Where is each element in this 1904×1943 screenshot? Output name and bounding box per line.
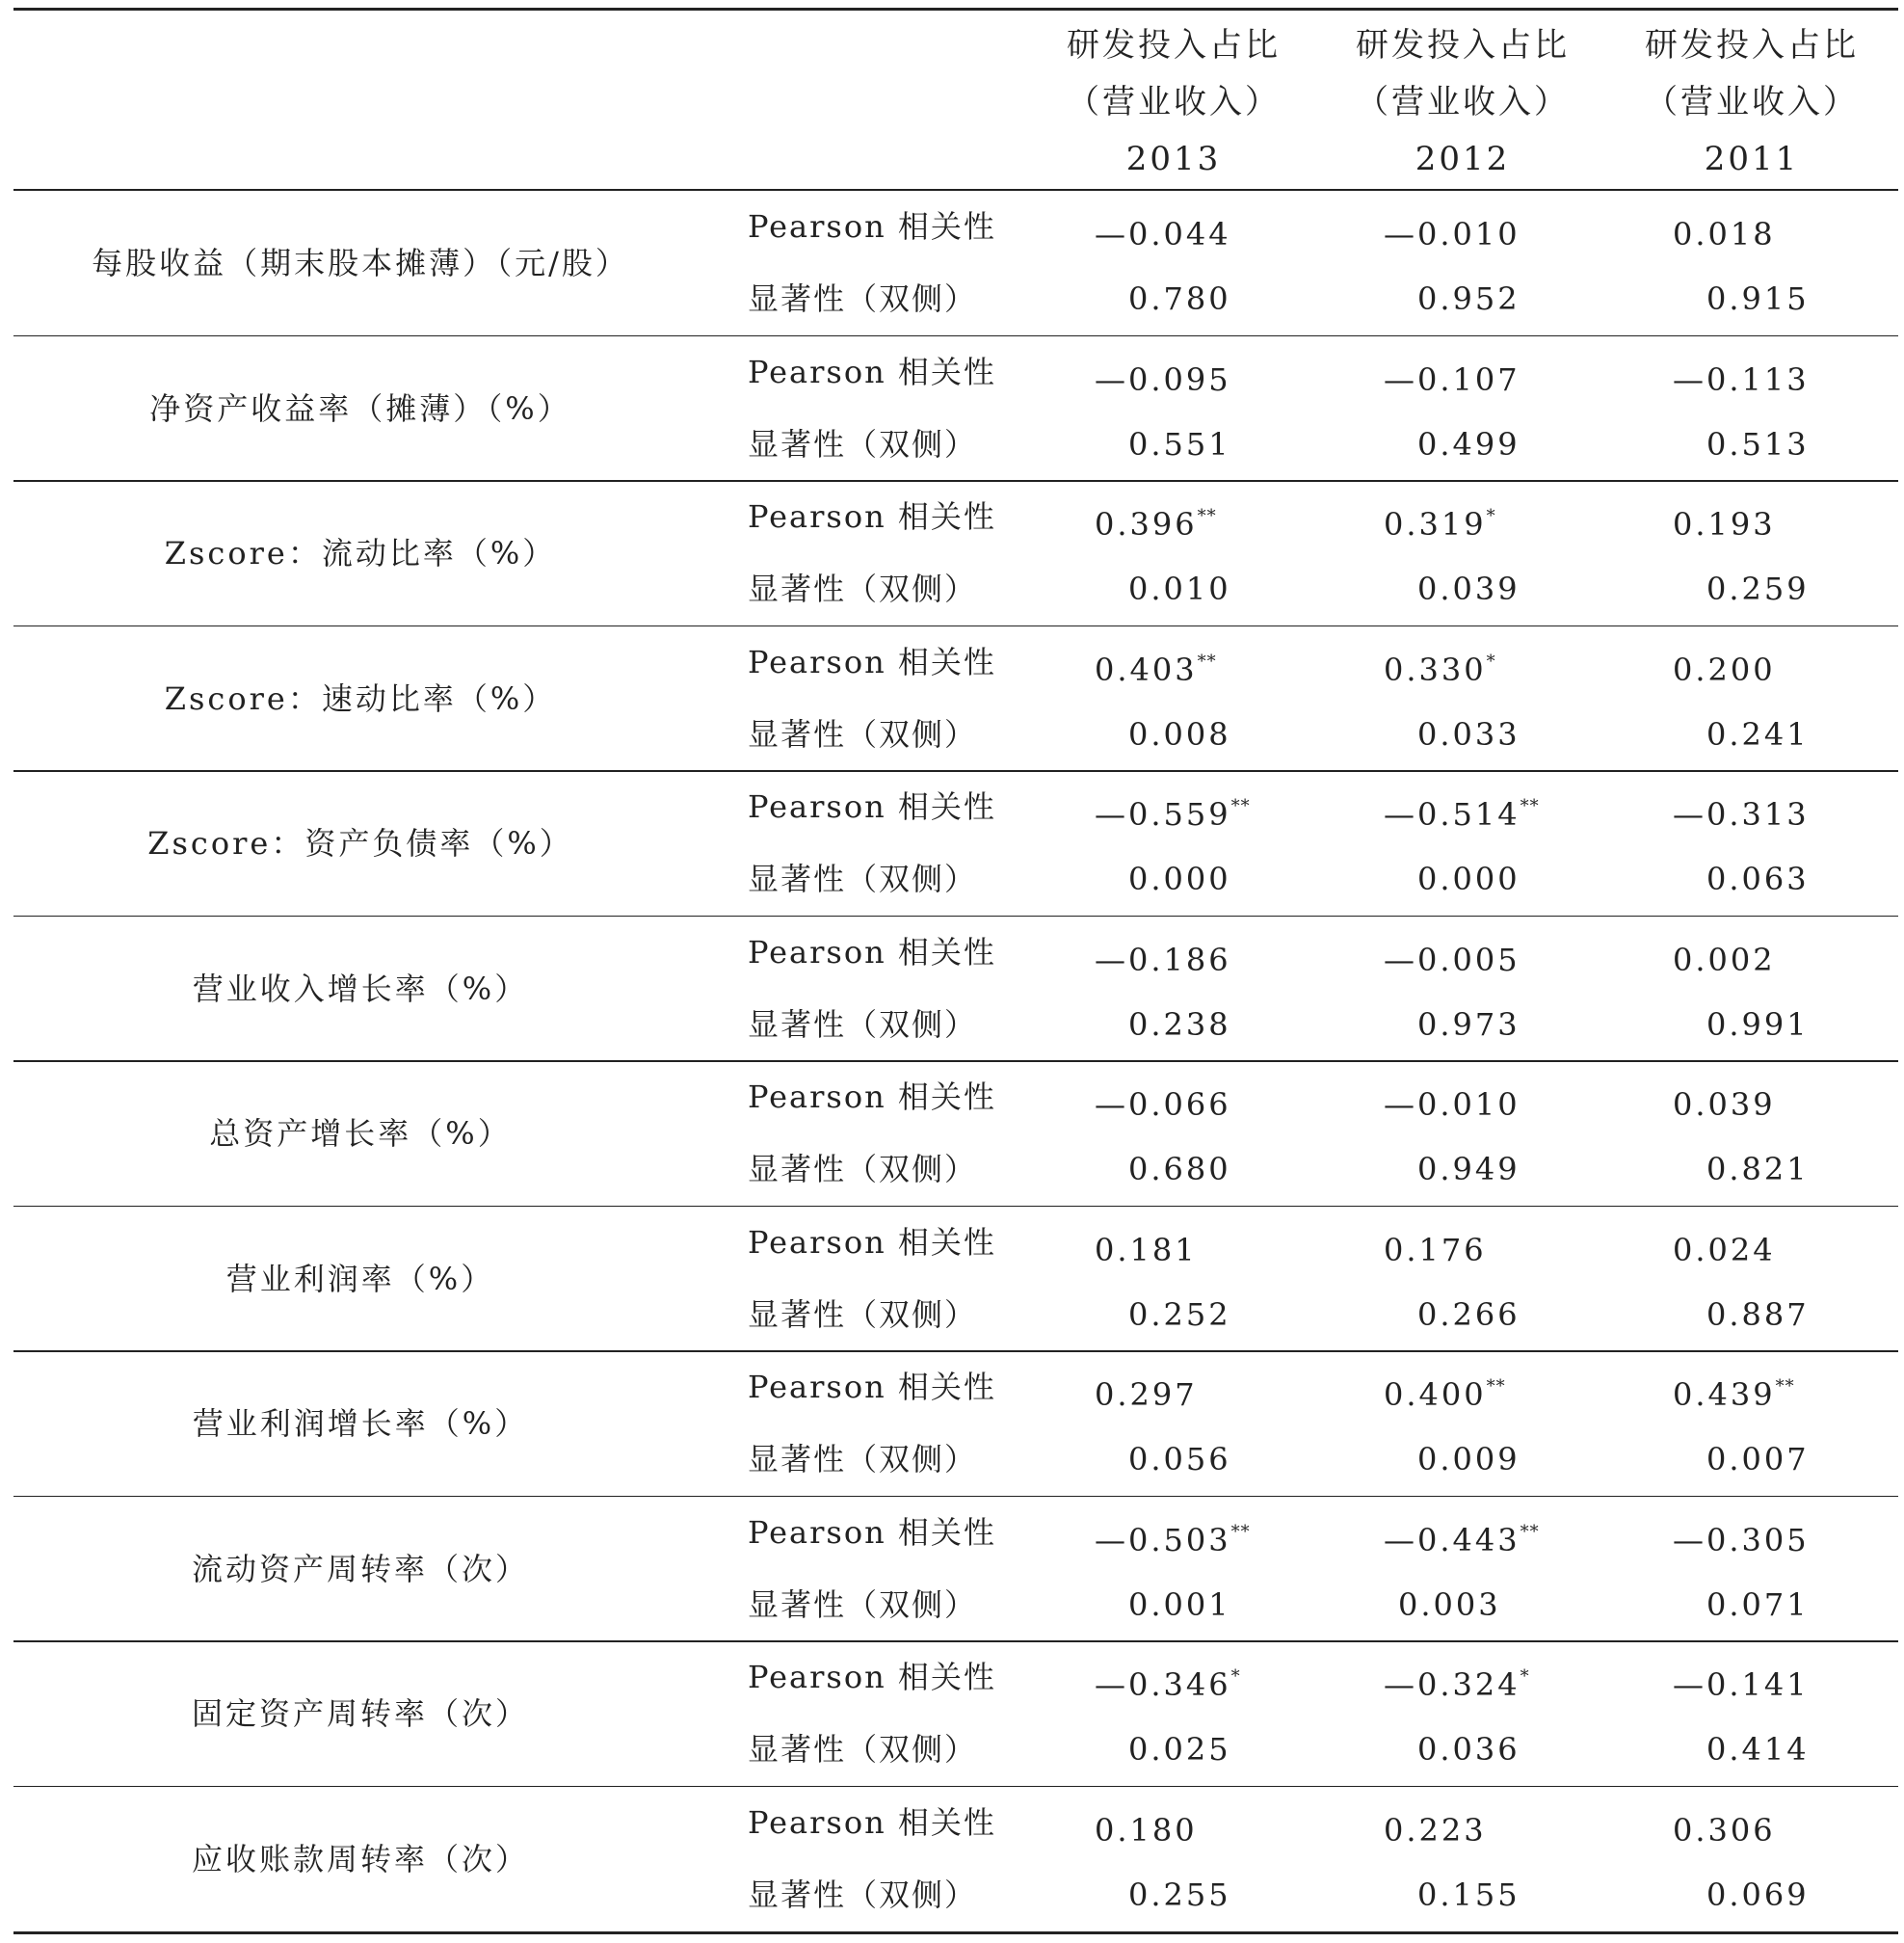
correlation-coefficient: 0.180 — [1095, 1811, 1198, 1849]
row-group-rule — [13, 1496, 1898, 1498]
pearson-label: Pearson 相关性 — [748, 498, 996, 535]
pearson-value — [1384, 497, 1496, 544]
column-header-year: 2011 — [1704, 139, 1800, 178]
correlation-coefficient: 0.176 — [1384, 1231, 1487, 1268]
significance-value: 0.007 — [1706, 1441, 1810, 1477]
metric-label: 净资产收益率（摊薄）（%） — [149, 389, 571, 427]
significance-label: 显著性（双侧） — [748, 280, 978, 317]
significance-stars: * — [1486, 506, 1496, 526]
significance-value: 0.155 — [1417, 1876, 1521, 1913]
pearson-value — [1384, 1078, 1521, 1124]
significance-value: 0.033 — [1417, 715, 1521, 753]
row-group-rule — [13, 1060, 1898, 1062]
correlation-coefficient: 0.400 — [1384, 1376, 1487, 1413]
column-header-2011 — [1607, 17, 1896, 187]
column-header-title: 研发投入占比 — [1067, 25, 1281, 65]
pearson-value — [1673, 1658, 1810, 1704]
significance-label: 显著性（双侧） — [748, 1005, 978, 1043]
metric-label: Zscore：速动比率（%） — [164, 679, 557, 717]
pearson-label: Pearson 相关性 — [748, 1513, 996, 1551]
significance-value: 0.238 — [1128, 1005, 1231, 1043]
correlation-coefficient: 0.306 — [1673, 1811, 1776, 1849]
metric-label: 应收账款周转率（次） — [191, 1840, 529, 1877]
significance-label: 显著性（双侧） — [748, 1441, 978, 1477]
significance-value: 0.009 — [1417, 1441, 1521, 1477]
correlation-coefficient: —0.346 — [1095, 1666, 1231, 1703]
pearson-value — [1095, 497, 1217, 544]
correlation-coefficient: 0.018 — [1673, 216, 1776, 253]
row-group-rule — [13, 335, 1898, 337]
significance-stars: * — [1520, 1666, 1530, 1687]
significance-label: 显著性（双侧） — [748, 571, 978, 607]
row-group-rule — [13, 1640, 1898, 1642]
significance-label: 显著性（双侧） — [748, 1585, 978, 1623]
pearson-value — [1673, 207, 1776, 253]
correlation-coefficient: 0.403 — [1095, 651, 1198, 688]
metric-label: 营业利润增长率（%） — [192, 1405, 529, 1442]
correlation-coefficient: 0.297 — [1095, 1376, 1198, 1413]
correlation-coefficient: —0.044 — [1095, 216, 1231, 253]
correlation-coefficient: —0.095 — [1095, 360, 1231, 398]
row-group-rule — [13, 1350, 1898, 1352]
significance-value: 0.008 — [1128, 715, 1231, 753]
significance-value: 0.069 — [1706, 1876, 1810, 1913]
column-header-year: 2013 — [1125, 139, 1222, 178]
significance-value: 0.414 — [1706, 1731, 1810, 1768]
pearson-value — [1095, 643, 1217, 689]
pearson-value — [1095, 1078, 1231, 1124]
column-header-subtitle: （营业收入） — [1067, 82, 1281, 121]
correlation-coefficient: 0.002 — [1673, 941, 1776, 978]
column-header-title: 研发投入占比 — [1356, 25, 1570, 65]
row-group-rule — [13, 625, 1898, 627]
significance-value: 0.887 — [1706, 1295, 1810, 1333]
pearson-value — [1384, 207, 1521, 253]
significance-value: 0.036 — [1417, 1731, 1521, 1768]
significance-value: 0.973 — [1417, 1005, 1521, 1043]
significance-value: 0.255 — [1128, 1876, 1231, 1913]
significance-value: 0.000 — [1417, 861, 1521, 897]
metric-label: Zscore：资产负债率（%） — [147, 825, 573, 862]
significance-value: 0.952 — [1417, 280, 1521, 317]
significance-value: 0.252 — [1128, 1295, 1231, 1333]
pearson-label: Pearson 相关性 — [748, 1659, 996, 1695]
significance-stars: * — [1486, 651, 1496, 672]
metric-label: Zscore：流动比率（%） — [164, 535, 557, 572]
correlation-coefficient: 0.396 — [1095, 506, 1198, 543]
significance-value: 0.991 — [1706, 1005, 1810, 1043]
pearson-label: Pearson 相关性 — [748, 788, 996, 825]
pearson-label: Pearson 相关性 — [748, 1078, 996, 1115]
significance-value: 0.039 — [1417, 571, 1521, 607]
pearson-value — [1673, 933, 1776, 979]
correlation-coefficient: —0.186 — [1095, 941, 1231, 978]
significance-label: 显著性（双侧） — [748, 1151, 978, 1187]
correlation-coefficient: —0.324 — [1384, 1666, 1521, 1703]
correlation-coefficient: 0.200 — [1673, 651, 1776, 688]
correlation-coefficient: —0.107 — [1384, 360, 1521, 398]
metric-label: 营业收入增长率（%） — [192, 970, 529, 1007]
pearson-value — [1673, 1803, 1776, 1850]
pearson-label: Pearson 相关性 — [748, 933, 996, 971]
column-header-2013 — [1029, 17, 1318, 187]
significance-value: 0.915 — [1706, 280, 1810, 317]
metric-label: 流动资产周转率（次） — [191, 1550, 529, 1587]
correlation-coefficient: —0.010 — [1384, 1086, 1521, 1123]
significance-value: 0.680 — [1128, 1151, 1231, 1187]
significance-value: 0.551 — [1128, 425, 1231, 463]
significance-stars: * — [1230, 1666, 1241, 1687]
metric-label: 每股收益（期末股本摊薄）（元/股） — [92, 245, 629, 281]
correlation-coefficient: 0.039 — [1673, 1086, 1776, 1123]
pearson-label: Pearson 相关性 — [748, 1803, 996, 1841]
pearson-value — [1673, 497, 1776, 544]
significance-value: 0.821 — [1706, 1151, 1810, 1187]
pearson-value — [1673, 787, 1810, 834]
column-header-year: 2012 — [1415, 139, 1511, 178]
pearson-value — [1673, 1368, 1795, 1414]
significance-stars: ** — [1486, 1376, 1506, 1397]
significance-label: 显著性（双侧） — [748, 1295, 978, 1333]
pearson-value — [1384, 787, 1540, 834]
metric-label: 固定资产周转率（次） — [191, 1695, 529, 1732]
correlation-coefficient: —0.066 — [1095, 1086, 1231, 1123]
correlation-coefficient: —0.503 — [1095, 1521, 1231, 1558]
correlation-coefficient: —0.113 — [1673, 360, 1810, 398]
correlation-coefficient: 0.193 — [1673, 506, 1776, 543]
significance-label: 显著性（双侧） — [748, 715, 978, 753]
correlation-coefficient: —0.005 — [1384, 941, 1521, 978]
row-group-rule — [13, 770, 1898, 772]
correlation-coefficient: —0.305 — [1673, 1521, 1810, 1558]
significance-value: 0.025 — [1128, 1731, 1231, 1768]
correlation-coefficient: 0.330 — [1384, 651, 1487, 688]
column-header-2012 — [1318, 17, 1607, 187]
significance-label: 显著性（双侧） — [748, 861, 978, 897]
correlation-coefficient: —0.141 — [1673, 1666, 1810, 1703]
table-bottom-rule — [13, 1931, 1898, 1934]
pearson-value — [1673, 643, 1776, 689]
significance-label: 显著性（双侧） — [748, 1731, 978, 1768]
pearson-value — [1673, 353, 1810, 399]
pearson-value — [1384, 1658, 1530, 1704]
significance-value: 0.259 — [1706, 571, 1810, 607]
significance-label: 显著性（双侧） — [748, 425, 978, 463]
column-header-title: 研发投入占比 — [1645, 25, 1859, 65]
pearson-value — [1095, 353, 1231, 399]
pearson-value — [1095, 1803, 1198, 1850]
significance-value: 0.003 — [1398, 1585, 1501, 1623]
row-group-rule — [13, 1206, 1898, 1208]
pearson-label: Pearson 相关性 — [748, 643, 996, 680]
pearson-value — [1673, 1513, 1810, 1559]
significance-stars: ** — [1520, 796, 1540, 816]
pearson-value — [1095, 1368, 1198, 1414]
pearson-value — [1384, 1803, 1487, 1850]
correlation-coefficient: —0.010 — [1384, 216, 1521, 253]
significance-value: 0.266 — [1417, 1295, 1521, 1333]
pearson-value — [1384, 1223, 1487, 1269]
column-header-subtitle: （营业收入） — [1645, 82, 1859, 121]
pearson-value — [1095, 1513, 1251, 1559]
correlation-coefficient: —0.514 — [1384, 796, 1521, 833]
pearson-label: Pearson 相关性 — [748, 1223, 996, 1261]
significance-value: 0.071 — [1706, 1585, 1810, 1623]
pearson-value — [1095, 787, 1251, 834]
column-header-subtitle: （营业收入） — [1356, 82, 1570, 121]
row-group-rule — [13, 480, 1898, 482]
correlation-coefficient: —0.313 — [1673, 796, 1810, 833]
significance-value: 0.056 — [1128, 1441, 1231, 1477]
significance-stars: ** — [1775, 1376, 1795, 1397]
correlation-coefficient: —0.443 — [1384, 1521, 1521, 1558]
significance-stars: ** — [1230, 1521, 1251, 1542]
significance-stars: ** — [1520, 1521, 1540, 1542]
metric-label: 营业利润率（%） — [225, 1260, 495, 1297]
significance-stars: ** — [1230, 796, 1251, 816]
pearson-value — [1384, 643, 1496, 689]
significance-stars: ** — [1197, 506, 1217, 526]
row-group-rule — [13, 916, 1898, 918]
pearson-value — [1095, 207, 1231, 253]
significance-value: 0.780 — [1128, 280, 1231, 317]
correlation-coefficient: 0.024 — [1673, 1231, 1776, 1268]
significance-stars: ** — [1197, 651, 1217, 672]
pearson-value — [1673, 1078, 1776, 1124]
significance-value: 0.001 — [1128, 1585, 1231, 1623]
correlation-coefficient: —0.559 — [1095, 796, 1231, 833]
significance-label: 显著性（双侧） — [748, 1876, 978, 1913]
significance-value: 0.010 — [1128, 571, 1231, 607]
significance-value: 0.513 — [1706, 425, 1810, 463]
metric-label: 总资产增长率（%） — [209, 1115, 512, 1152]
pearson-value — [1095, 1658, 1241, 1704]
pearson-value — [1384, 933, 1521, 979]
pearson-label: Pearson 相关性 — [748, 1369, 996, 1405]
significance-value: 0.063 — [1706, 861, 1810, 897]
correlation-coefficient: 0.181 — [1095, 1231, 1198, 1268]
pearson-label: Pearson 相关性 — [748, 208, 996, 245]
pearson-label: Pearson 相关性 — [748, 353, 996, 390]
pearson-value — [1384, 1513, 1540, 1559]
table-header-rule — [13, 189, 1898, 191]
pearson-value — [1095, 1223, 1198, 1269]
significance-value: 0.000 — [1128, 861, 1231, 897]
significance-value: 0.499 — [1417, 425, 1521, 463]
correlation-coefficient: 0.319 — [1384, 506, 1487, 543]
pearson-value — [1095, 933, 1231, 979]
pearson-value — [1673, 1223, 1776, 1269]
table-top-rule — [13, 8, 1898, 11]
correlation-coefficient: 0.439 — [1673, 1376, 1776, 1413]
pearson-value — [1384, 353, 1521, 399]
significance-value: 0.949 — [1417, 1151, 1521, 1187]
significance-value: 0.241 — [1706, 715, 1810, 753]
row-group-rule — [13, 1786, 1898, 1788]
pearson-value — [1384, 1368, 1506, 1414]
correlation-coefficient: 0.223 — [1384, 1811, 1487, 1849]
